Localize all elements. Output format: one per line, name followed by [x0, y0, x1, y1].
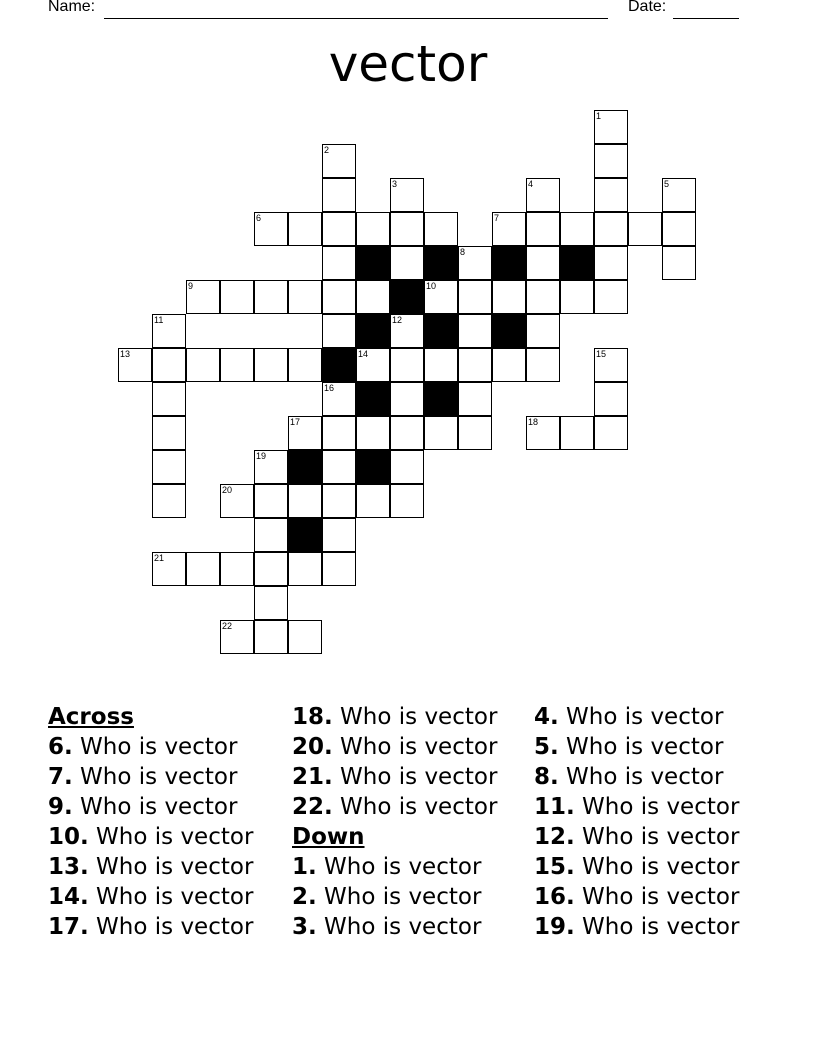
clue-number: 19 [256, 451, 267, 461]
clue-number: 11 [154, 315, 164, 325]
grid-block [424, 314, 458, 348]
clue-item-text: Who is vector [558, 734, 724, 760]
clue-item [292, 702, 497, 732]
grid-block [288, 450, 322, 484]
clue-item-text: Who is vector [574, 824, 740, 850]
grid-cell[interactable] [594, 280, 628, 314]
clue-number: 5 [664, 179, 670, 189]
clue-item [48, 912, 253, 942]
grid-cell[interactable] [458, 314, 492, 348]
grid-cell[interactable] [594, 110, 628, 144]
clue-number: 1 [596, 111, 602, 121]
clue-item [534, 702, 739, 732]
grid-cell[interactable] [526, 348, 560, 382]
grid-block [492, 246, 526, 280]
grid-cell[interactable] [458, 246, 492, 280]
clue-number: 3 [392, 179, 398, 189]
grid-cell[interactable] [424, 280, 458, 314]
clue-item-number: 3. [292, 914, 317, 940]
clue-item-text: Who is vector [72, 794, 238, 820]
clue-item-text: Who is vector [332, 794, 498, 820]
clue-number: 2 [324, 145, 330, 155]
grid-cell[interactable] [458, 280, 492, 314]
puzzle-title: vector [328, 35, 488, 93]
grid-cell[interactable] [322, 382, 356, 416]
clue-item-text: Who is vector [558, 764, 724, 790]
clue-item-number: 8. [534, 764, 559, 790]
clue-number: 9 [188, 281, 194, 291]
clue-column-3 [534, 702, 739, 942]
clue-item [292, 762, 497, 792]
grid-block [560, 246, 594, 280]
clue-item-text: Who is vector [88, 914, 254, 940]
clue-item [292, 912, 497, 942]
grid-block [424, 382, 458, 416]
grid-cell[interactable] [254, 586, 288, 620]
grid-cell[interactable] [458, 348, 492, 382]
grid-cell[interactable] [254, 280, 288, 314]
clue-item [48, 792, 253, 822]
grid-cell[interactable] [220, 552, 254, 586]
grid-cell[interactable] [594, 416, 628, 450]
grid-cell[interactable] [390, 382, 424, 416]
clue-item-number: 20. [292, 734, 333, 760]
grid-cell[interactable] [152, 484, 186, 518]
clue-item-text: Who is vector [88, 824, 254, 850]
grid-cell[interactable] [288, 620, 322, 654]
clue-number: 7 [494, 213, 500, 223]
grid-cell[interactable] [492, 280, 526, 314]
clue-item-number: 1. [292, 854, 317, 880]
grid-cell[interactable] [492, 212, 526, 246]
clue-item-number: 7. [48, 764, 73, 790]
clue-item [48, 762, 253, 792]
grid-cell[interactable] [458, 416, 492, 450]
grid-cell[interactable] [186, 552, 220, 586]
grid-cell[interactable] [356, 484, 390, 518]
clue-item-text: Who is vector [88, 854, 254, 880]
clue-item [534, 732, 739, 762]
grid-cell[interactable] [288, 348, 322, 382]
grid-cell[interactable] [220, 484, 254, 518]
clue-item-number: 14. [48, 884, 89, 910]
grid-cell[interactable] [662, 212, 696, 246]
grid-cell[interactable] [220, 620, 254, 654]
clue-item-number: 17. [48, 914, 89, 940]
grid-cell[interactable] [322, 178, 356, 212]
clue-item-text: Who is vector [72, 734, 238, 760]
grid-cell[interactable] [254, 484, 288, 518]
grid-cell[interactable] [594, 178, 628, 212]
clue-column-2 [292, 702, 497, 942]
clue-item-number: 22. [292, 794, 333, 820]
clue-item-number: 19. [534, 914, 575, 940]
clue-number: 17 [290, 417, 301, 427]
grid-block [356, 314, 390, 348]
grid-cell[interactable] [526, 314, 560, 348]
grid-cell[interactable] [458, 382, 492, 416]
clue-item-text: Who is vector [332, 764, 498, 790]
grid-cell[interactable] [594, 382, 628, 416]
grid-cell[interactable] [322, 484, 356, 518]
clue-item [534, 762, 739, 792]
clue-item-text: Who is vector [72, 764, 238, 790]
grid-cell[interactable] [220, 348, 254, 382]
grid-cell[interactable] [322, 212, 356, 246]
clue-item-number: 4. [534, 704, 559, 730]
clue-item-text: Who is vector [316, 884, 482, 910]
grid-cell[interactable] [254, 518, 288, 552]
across-heading: Across [48, 704, 134, 730]
clue-number: 14 [358, 349, 369, 359]
grid-cell[interactable] [356, 212, 390, 246]
grid-cell[interactable] [424, 212, 458, 246]
grid-cell[interactable] [118, 348, 152, 382]
grid-cell[interactable] [254, 348, 288, 382]
clue-item-text: Who is vector [332, 734, 498, 760]
grid-cell[interactable] [152, 416, 186, 450]
grid-cell[interactable] [152, 552, 186, 586]
grid-cell[interactable] [254, 450, 288, 484]
clue-item-number: 6. [48, 734, 73, 760]
clue-item-text: Who is vector [316, 914, 482, 940]
clue-item [534, 852, 739, 882]
down-heading: Down [292, 824, 365, 850]
grid-cell[interactable] [254, 552, 288, 586]
date-label: Date: [628, 0, 667, 15]
grid-cell[interactable] [254, 212, 288, 246]
grid-cell[interactable] [322, 246, 356, 280]
clue-item-number: 16. [534, 884, 575, 910]
grid-cell[interactable] [424, 348, 458, 382]
clue-item [534, 822, 739, 852]
clue-item-text: Who is vector [574, 794, 740, 820]
clue-column-1 [48, 702, 253, 942]
grid-cell[interactable] [322, 280, 356, 314]
grid-cell[interactable] [152, 382, 186, 416]
grid-block [288, 518, 322, 552]
clue-item [48, 732, 253, 762]
grid-cell[interactable] [322, 552, 356, 586]
clue-number: 22 [222, 621, 233, 631]
clue-item-number: 5. [534, 734, 559, 760]
grid-cell[interactable] [322, 450, 356, 484]
clue-number: 21 [154, 553, 165, 563]
clue-number: 15 [596, 349, 607, 359]
grid-cell[interactable] [390, 348, 424, 382]
clue-item [48, 882, 253, 912]
grid-block [356, 450, 390, 484]
grid-cell[interactable] [288, 552, 322, 586]
grid-cell[interactable] [526, 212, 560, 246]
clue-item-text: Who is vector [558, 704, 724, 730]
grid-cell[interactable] [526, 178, 560, 212]
grid-cell[interactable] [390, 212, 424, 246]
grid-cell[interactable] [152, 348, 186, 382]
grid-cell[interactable] [322, 416, 356, 450]
grid-cell[interactable] [492, 348, 526, 382]
clue-item-text: Who is vector [332, 704, 498, 730]
clue-item-text: Who is vector [88, 884, 254, 910]
grid-block [390, 280, 424, 314]
grid-cell[interactable] [628, 212, 662, 246]
grid-cell[interactable] [288, 212, 322, 246]
clue-item-number: 2. [292, 884, 317, 910]
clue-number: 6 [256, 213, 262, 223]
clue-number: 18 [528, 417, 539, 427]
grid-block [322, 348, 356, 382]
grid-cell[interactable] [390, 178, 424, 212]
grid-cell[interactable] [288, 280, 322, 314]
clue-item [48, 822, 253, 852]
grid-cell[interactable] [594, 144, 628, 178]
grid-cell[interactable] [220, 280, 254, 314]
grid-cell[interactable] [560, 416, 594, 450]
grid-cell[interactable] [288, 484, 322, 518]
clue-item [534, 882, 739, 912]
clue-item-number: 12. [534, 824, 575, 850]
grid-cell[interactable] [254, 620, 288, 654]
grid-cell[interactable] [186, 348, 220, 382]
clue-item [292, 852, 497, 882]
clue-item-text: Who is vector [574, 914, 740, 940]
grid-cell[interactable] [152, 450, 186, 484]
grid-cell[interactable] [356, 280, 390, 314]
clue-number: 16 [324, 383, 335, 393]
grid-cell[interactable] [356, 416, 390, 450]
grid-cell[interactable] [390, 314, 424, 348]
clue-item-number: 9. [48, 794, 73, 820]
grid-cell[interactable] [390, 484, 424, 518]
clue-item [292, 882, 497, 912]
grid-cell[interactable] [390, 246, 424, 280]
clue-item-number: 21. [292, 764, 333, 790]
clue-item [534, 792, 739, 822]
clue-item-number: 10. [48, 824, 89, 850]
grid-cell[interactable] [322, 518, 356, 552]
grid-cell[interactable] [152, 314, 186, 348]
clue-item [292, 732, 497, 762]
clue-number: 13 [120, 349, 131, 359]
grid-cell[interactable] [356, 348, 390, 382]
clue-item [292, 792, 497, 822]
clue-number: 20 [222, 485, 233, 495]
grid-block [356, 382, 390, 416]
grid-block [424, 246, 458, 280]
clue-item-text: Who is vector [574, 854, 740, 880]
grid-cell[interactable] [662, 178, 696, 212]
clue-number: 8 [460, 247, 466, 257]
grid-cell[interactable] [390, 416, 424, 450]
grid-block [492, 314, 526, 348]
grid-cell[interactable] [594, 348, 628, 382]
clue-number: 12 [392, 315, 403, 325]
grid-cell[interactable] [526, 416, 560, 450]
clue-item [48, 852, 253, 882]
grid-cell[interactable] [322, 144, 356, 178]
clue-number: 10 [426, 281, 437, 291]
clue-item [534, 912, 739, 942]
clue-item-number: 15. [534, 854, 575, 880]
grid-cell[interactable] [186, 280, 220, 314]
grid-cell[interactable] [424, 416, 458, 450]
grid-cell[interactable] [390, 450, 424, 484]
clue-item-number: 18. [292, 704, 333, 730]
grid-block [356, 246, 390, 280]
grid-cell[interactable] [322, 314, 356, 348]
clue-item-number: 13. [48, 854, 89, 880]
clue-item-number: 11. [534, 794, 575, 820]
grid-cell[interactable] [662, 246, 696, 280]
grid-cell[interactable] [560, 280, 594, 314]
clue-number: 4 [528, 179, 534, 189]
clue-item-text: Who is vector [316, 854, 482, 880]
grid-cell[interactable] [526, 246, 560, 280]
grid-cell[interactable] [594, 246, 628, 280]
clue-item-text: Who is vector [574, 884, 740, 910]
name-label: Name: [48, 0, 96, 15]
grid-cell[interactable] [594, 212, 628, 246]
grid-cell[interactable] [288, 416, 322, 450]
grid-cell[interactable] [526, 280, 560, 314]
grid-cell[interactable] [560, 212, 594, 246]
